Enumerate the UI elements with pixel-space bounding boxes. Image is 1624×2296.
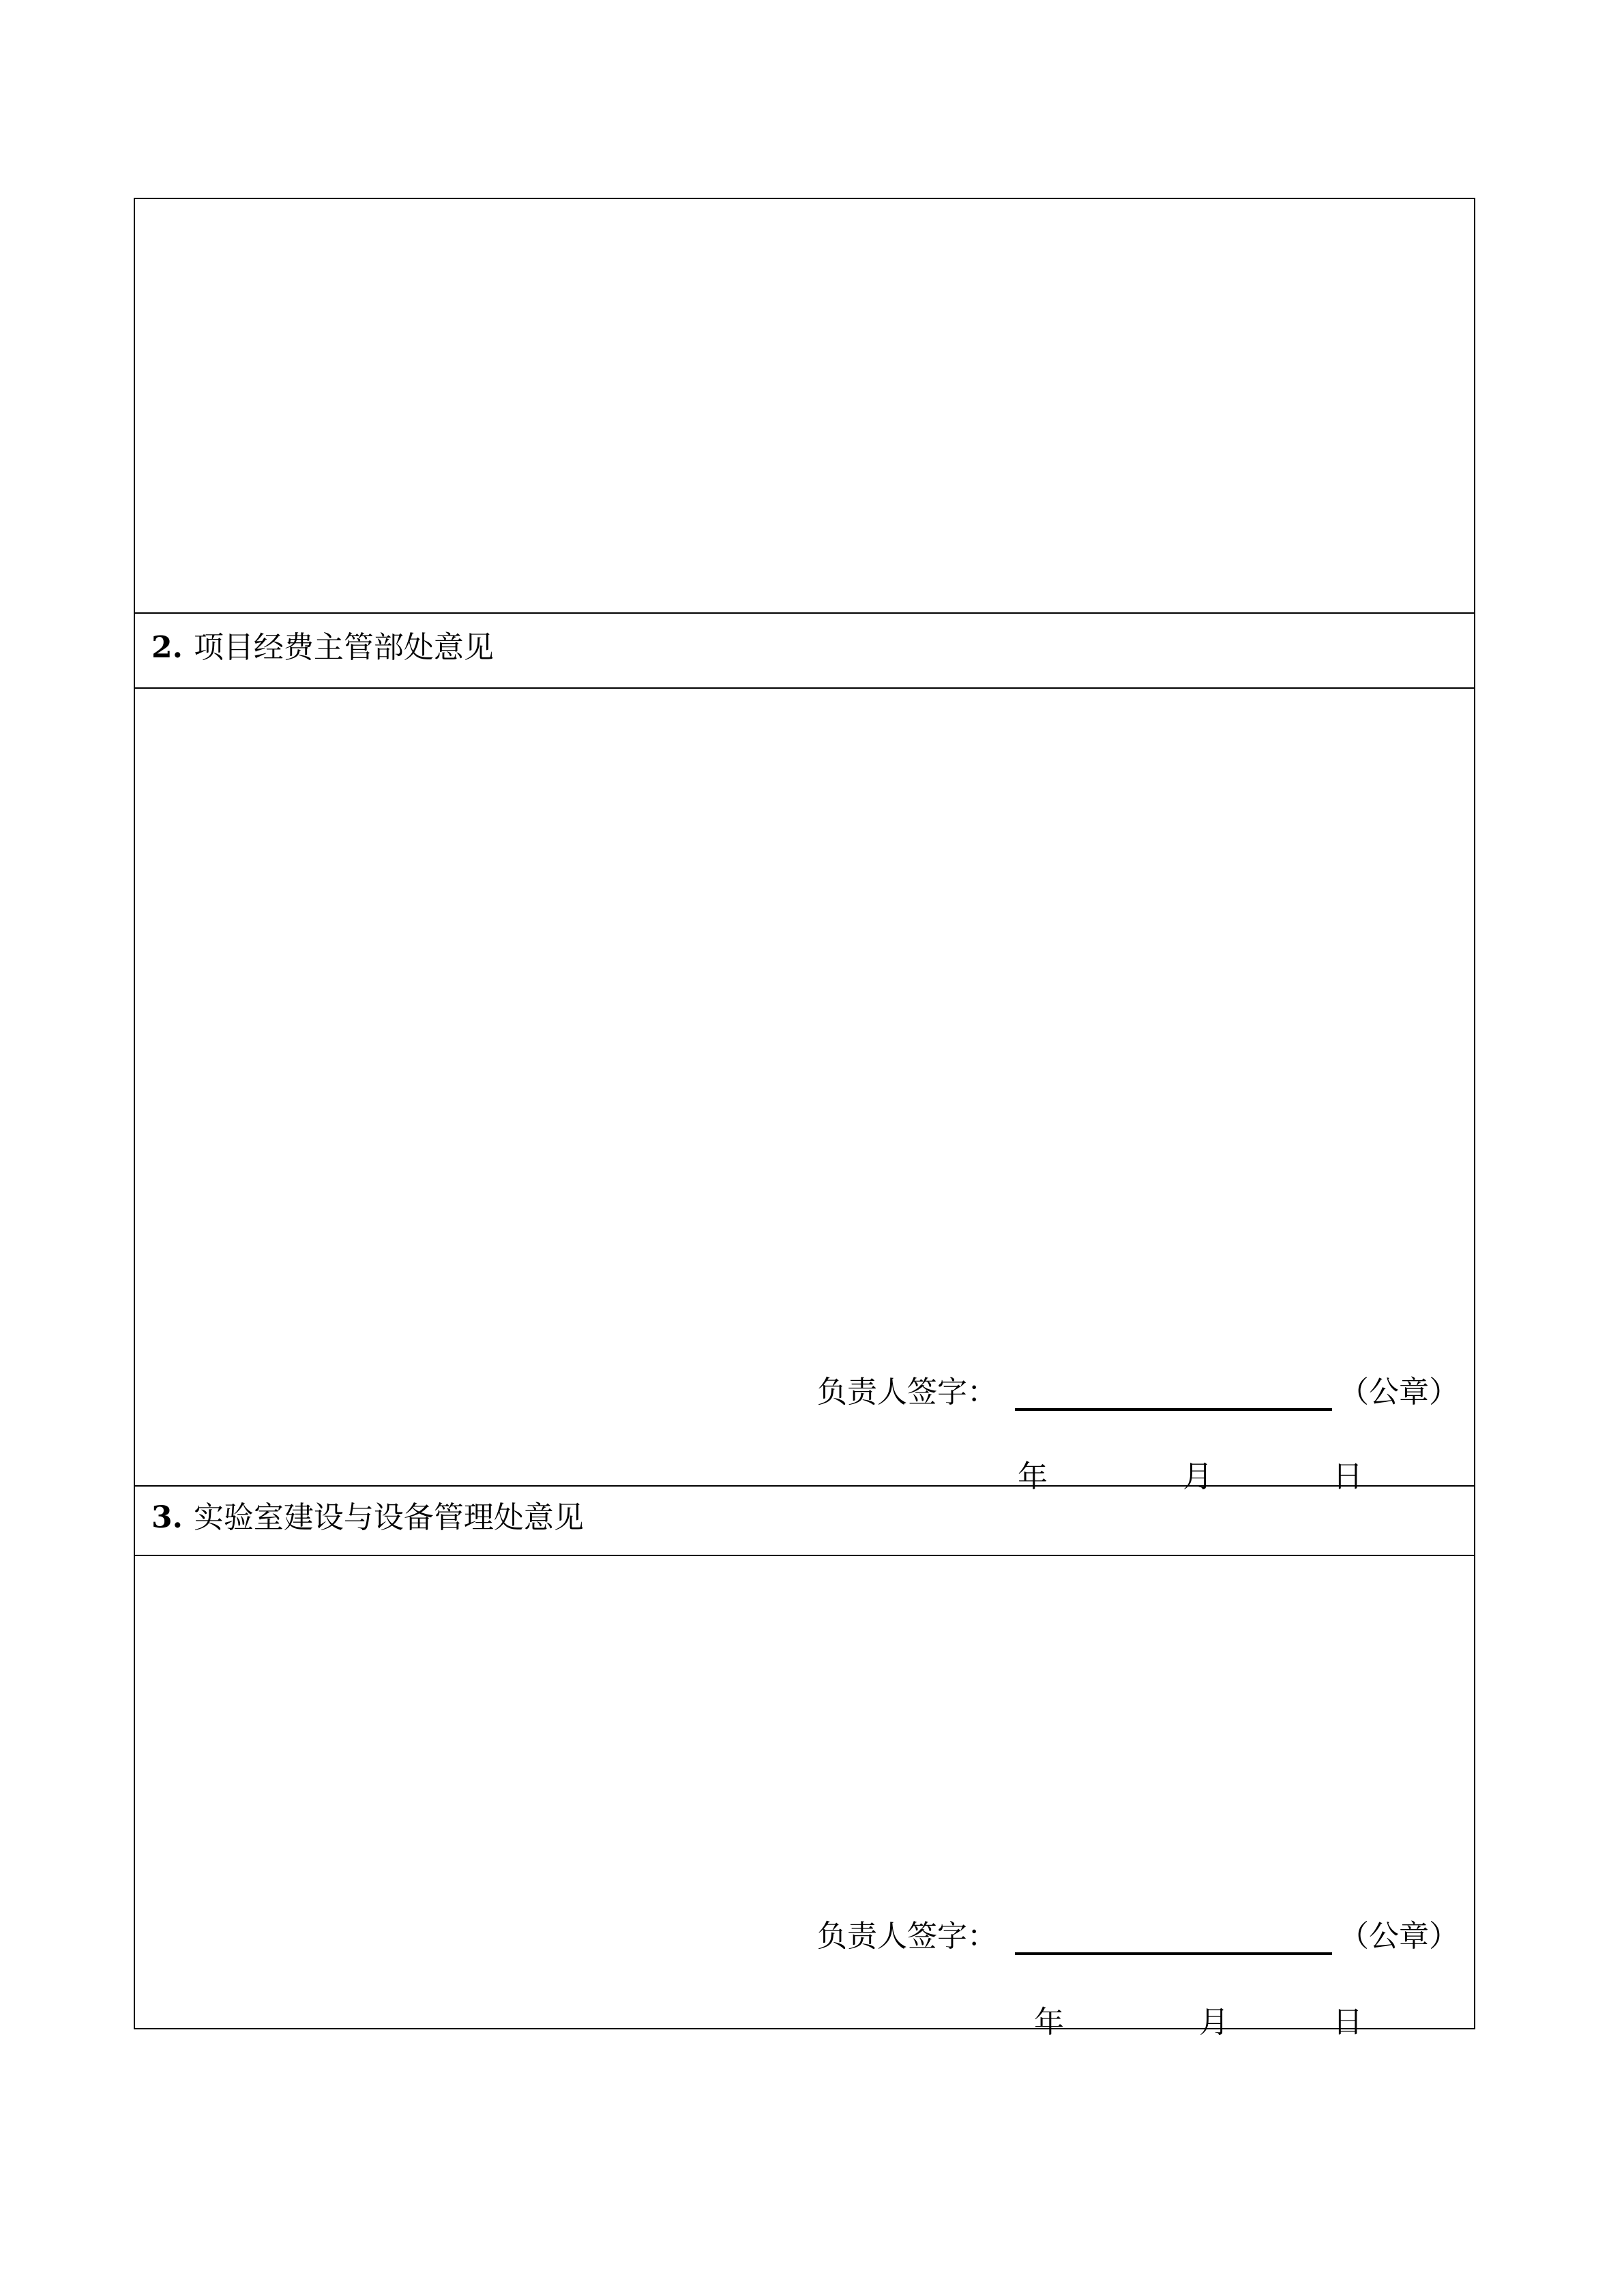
section-3-date-year: 年: [1034, 2005, 1064, 2040]
section-3-signature-line[interactable]: [1015, 1952, 1332, 1955]
divider-line: [135, 687, 1474, 689]
opinion-form-table: [134, 198, 1475, 2040]
section-2-number: 2.: [151, 630, 183, 665]
section-2-date-year: 年: [1018, 1459, 1048, 1494]
section-2-signature-line[interactable]: [1015, 1408, 1332, 1411]
section-3-date-day: 日: [1333, 2005, 1363, 2040]
section-2-title: 项目经费主管部处意见: [193, 630, 494, 665]
divider-line: [135, 1485, 1474, 1487]
section-3-seal-label: （公章）: [1339, 1919, 1459, 1954]
section-2-seal-label: （公章）: [1339, 1375, 1459, 1410]
section-3-date-month: 月: [1199, 2005, 1229, 2040]
section-3-header: [151, 1500, 584, 1535]
section-3-number: 3.: [151, 1500, 183, 1535]
section-2-date-day: 日: [1333, 1459, 1363, 1494]
section-2-signature-label: 负责人签字：: [817, 1375, 997, 1410]
divider-line: [135, 612, 1474, 614]
section-3-signature-label: 负责人签字：: [817, 1919, 997, 1954]
section-2-header: [151, 630, 494, 665]
section-3-title: 实验室建设与设备管理处意见: [193, 1500, 584, 1535]
section-2-date-month: 月: [1183, 1459, 1213, 1494]
divider-line: [135, 1555, 1474, 1556]
